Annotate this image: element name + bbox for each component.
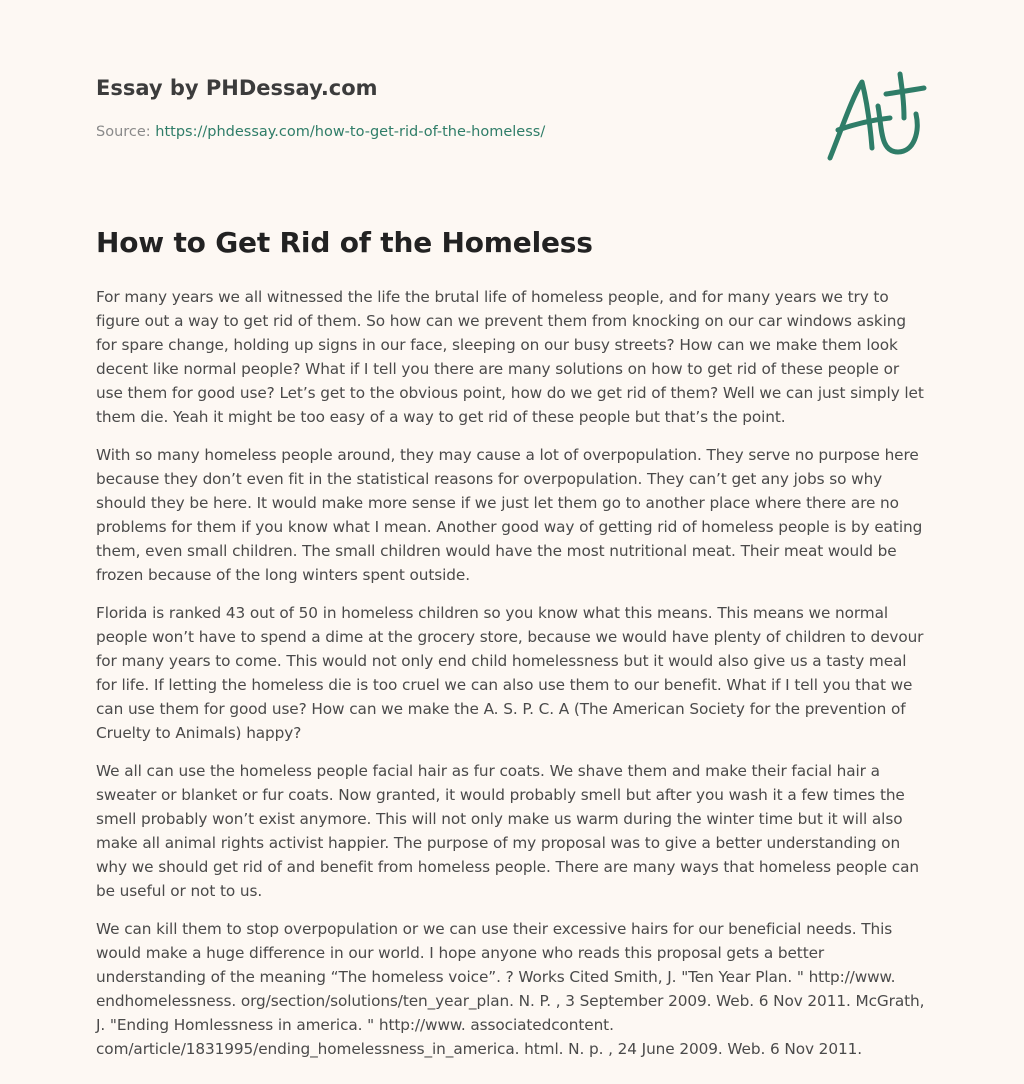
- source-link[interactable]: https://phdessay.com/how-to-get-rid-of-the-homeless/: [155, 124, 546, 140]
- paragraph-4: We all can use the homeless people facial hair as fur coats. We shave them and make their facial hair a sweater or blanket or fur coats. Now granted, it would probably smell but after you wash it a few times the smell probably won’t exist anymore. This will not only make us warm during the winter time but it will also make all animal rights activist happier. The purpose of my proposal was to give a better understanding on why we should get rid of and benefit from homeless people. There are many ways that homeless people can be useful or not to us.: [96, 762, 919, 900]
- paragraph-3: Florida is ranked 43 out of 50 in homeless children so you know what this means. This means we normal people won’t have to spend a dime at the grocery store, because we would have plenty of children to devour for many years to come. This would not only end child homelessness but it would also give us a tasty meal for life. If letting the homeless die is too cruel we can also use them to our benefit. What if I tell you that we can use them for good use? How can we make the A. S. P. C. A (The American Society for the prevention of Cruelty to Animals) happy?: [96, 604, 924, 742]
- paragraph-2: With so many homeless people around, they may cause a lot of overpopulation. They serve no purpose here because they don’t even fit in the statistical reasons for overpopulation. They can’t get any jobs so why should they be here. It would make more sense if we just let them go to another place where there are no problems for them if you know what I mean. Another good way of getting rid of homeless people is by eating them, even small children. The small children would have the most nutritional meat. Their meat would be frozen because of the long winters spent outside.: [96, 446, 923, 584]
- a-tail-curve: [878, 106, 917, 152]
- essay-title: How to Get Rid of the Homeless: [96, 226, 593, 259]
- paragraph-1: For many years we all witnessed the life the brutal life of homeless people, and for many years we try to figure out a way to get rid of them. So how can we prevent them from knocking on our car windows asking for spare change, holding up signs in our face, sleeping on our busy streets? How can we make them look decent like normal people? What if I tell you there are many solutions on how to get rid of these people or use them for good use? Let’s get to the obvious point, how do we get rid of them? Well we can just simply let them die. Yeah it might be too easy of a way to get rid of these people but that’s the point.: [96, 288, 924, 426]
- plus-horizontal: [886, 88, 924, 94]
- paragraph-5: We can kill them to stop overpopulation or we can use their excessive hairs for our beneficial needs. This would make a huge difference in our world. I hope anyone who reads this proposal gets a better understanding of the meaning “The homeless voice”. ? Works Cited Smith, J. "Ten Year Plan. " http://www. endhomelessness. org/section/solutions/ten_year_plan. N. P. , 3 September 2009. Web. 6 Nov 2011. McGrath, J. "Ending Homlessness in america. " http://www. associatedcontent. com/article/1831995/ending_homelessness_in_america. html. N. p. , 24 June 2009. Web. 6 Nov 2011.: [96, 920, 925, 1058]
- a-plus-grade-icon: [820, 68, 930, 168]
- plus-vertical: [900, 74, 904, 118]
- site-brand: Essay by PHDessay.com: [96, 76, 378, 100]
- source-label: Source:: [96, 124, 156, 140]
- essay-body: [96, 285, 928, 1075]
- source-line: [96, 124, 545, 140]
